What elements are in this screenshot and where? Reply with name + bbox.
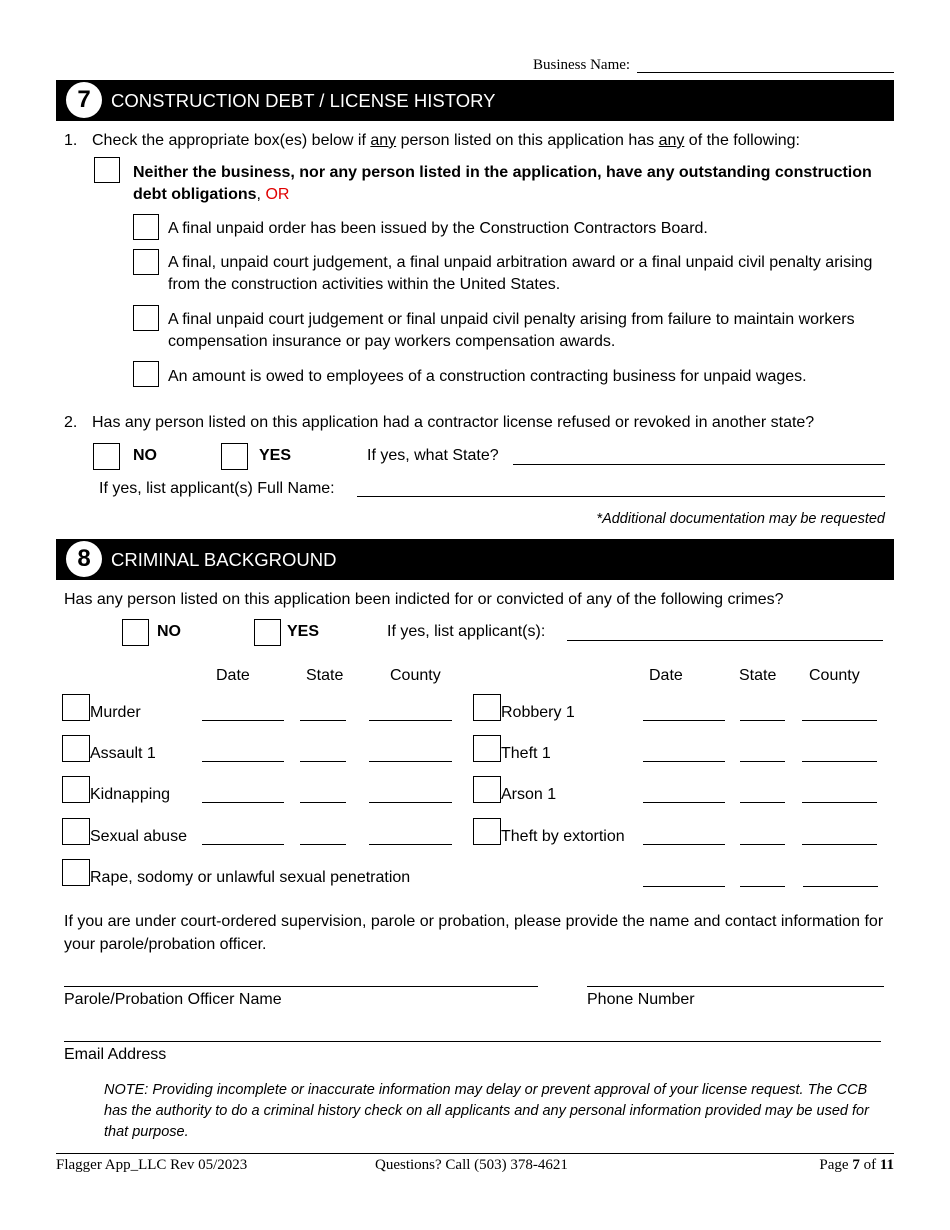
county-field[interactable] (802, 720, 877, 721)
footer-divider (56, 1153, 894, 1154)
crime-checkbox[interactable] (473, 694, 501, 721)
option-checkbox[interactable] (133, 361, 159, 387)
crime-label: Murder (90, 704, 141, 721)
footer-phone: Questions? Call (503) 378-4621 (375, 1157, 568, 1173)
section-7-header (56, 80, 894, 121)
state-field[interactable] (513, 464, 885, 465)
crime-label: Theft by extortion (501, 828, 625, 845)
question-number: 1. (64, 132, 78, 149)
criminal-question-text: Has any person listed on this application been indicted for or convicted of any of the following crimes? (64, 591, 784, 608)
neither-checkbox[interactable] (94, 157, 120, 183)
footer-form-id: Flagger App_LLC Rev 05/2023 (56, 1157, 248, 1173)
crime-label: Robbery 1 (501, 704, 575, 721)
date-field[interactable] (643, 720, 725, 721)
officer-name-field[interactable] (64, 986, 538, 987)
no-checkbox[interactable] (93, 443, 120, 470)
no-label: NO (133, 447, 157, 464)
neither-option-text: Neither the business, nor any person listed in the application, have any outstanding construction debt obligations, OR (133, 164, 872, 203)
county-field[interactable] (802, 761, 877, 762)
crime-label: Assault 1 (90, 745, 156, 762)
crime-checkbox[interactable] (62, 859, 90, 886)
county-field[interactable] (369, 802, 452, 803)
yes-label: YES (287, 623, 320, 640)
section-title: CONSTRUCTION DEBT / LICENSE HISTORY (111, 90, 496, 111)
date-field[interactable] (643, 802, 725, 803)
crime-checkbox[interactable] (62, 735, 90, 762)
state-field[interactable] (300, 802, 346, 803)
date-field[interactable] (202, 720, 284, 721)
section-title: CRIMINAL BACKGROUND (111, 549, 337, 570)
business-name-field[interactable] (637, 72, 894, 73)
crime-label: Arson 1 (501, 786, 557, 803)
option-checkbox[interactable] (133, 305, 159, 331)
question-number: 2. (64, 414, 78, 431)
full-name-field[interactable] (357, 496, 885, 497)
county-field[interactable] (802, 802, 877, 803)
parole-instructions: If you are under court-ordered supervision, parole or probation, please provide the name and contact information for your parole/probation officer. (64, 913, 884, 953)
yes-label: YES (259, 447, 292, 464)
state-field[interactable] (740, 720, 785, 721)
state-field[interactable] (740, 844, 785, 845)
phone-number-field[interactable] (587, 986, 884, 987)
yes-checkbox[interactable] (221, 443, 248, 470)
county-field[interactable] (369, 844, 452, 845)
state-field[interactable] (740, 886, 785, 887)
column-header-state: State (739, 667, 777, 684)
option-text: A final unpaid order has been issued by the Construction Contractors Board. (168, 220, 708, 237)
crime-checkbox[interactable] (62, 818, 90, 845)
no-label: NO (157, 623, 181, 640)
state-label: If yes, what State? (367, 447, 499, 464)
crime-checkbox[interactable] (473, 818, 501, 845)
email-address-field[interactable] (64, 1041, 881, 1042)
crime-label: Sexual abuse (90, 828, 187, 845)
business-name-label: Business Name: (533, 57, 631, 73)
crime-label: Rape, sodomy or unlawful sexual penetration (90, 869, 411, 886)
documentation-note: *Additional documentation may be requested (596, 511, 885, 527)
applicants-label: If yes, list applicant(s): (387, 623, 546, 640)
option-checkbox[interactable] (133, 214, 159, 240)
footer-page-number: Page 7 of 11 (819, 1157, 894, 1173)
state-field[interactable] (300, 844, 346, 845)
crime-checkbox[interactable] (62, 694, 90, 721)
crime-label: Theft 1 (501, 745, 551, 762)
date-field[interactable] (202, 844, 284, 845)
phone-number-label: Phone Number (587, 991, 695, 1008)
date-field[interactable] (643, 844, 725, 845)
option-text: A final, unpaid court judgement, a final unpaid arbitration award or a final unpaid civil penalty arising from the construction activities within the United States. (168, 254, 873, 293)
option-checkbox[interactable] (133, 249, 159, 275)
section-8-header (56, 539, 894, 580)
state-field[interactable] (300, 720, 346, 721)
applicants-field[interactable] (567, 640, 883, 641)
crime-label: Kidnapping (90, 786, 171, 803)
column-header-county: County (809, 667, 860, 684)
section-number-badge: 8 (66, 541, 102, 577)
column-header-state: State (306, 667, 344, 684)
county-field[interactable] (802, 844, 877, 845)
question-2-text: Has any person listed on this application had a contractor license refused or revoked in another state? (92, 414, 815, 431)
state-field[interactable] (300, 761, 346, 762)
county-field[interactable] (369, 720, 452, 721)
date-field[interactable] (202, 802, 284, 803)
date-field[interactable] (202, 761, 284, 762)
crime-checkbox[interactable] (62, 776, 90, 803)
county-field[interactable] (803, 886, 878, 887)
crime-checkbox[interactable] (473, 776, 501, 803)
officer-name-label: Parole/Probation Officer Name (64, 991, 282, 1008)
question-1-text: Check the appropriate box(es) below if any person listed on this application has any of the following: (92, 132, 800, 149)
column-header-county: County (390, 667, 441, 684)
privacy-note: NOTE: Providing incomplete or inaccurate information may delay or prevent approval of your license request. The CCB has the authority to do a criminal history check on all applicants and any personal information provided may be used for that purpose. (104, 1082, 869, 1140)
date-field[interactable] (643, 886, 725, 887)
column-header-date: Date (216, 667, 250, 684)
state-field[interactable] (740, 761, 785, 762)
option-text: A final unpaid court judgement or final unpaid civil penalty arising from failure to maintain workers compensation insurance or pay workers compensation awards. (168, 311, 855, 350)
option-text: An amount is owed to employees of a construction contracting business for unpaid wages. (168, 368, 807, 385)
no-checkbox[interactable] (122, 619, 149, 646)
column-header-date: Date (649, 667, 683, 684)
section-number-badge: 7 (66, 82, 102, 118)
state-field[interactable] (740, 802, 785, 803)
yes-checkbox[interactable] (254, 619, 281, 646)
date-field[interactable] (643, 761, 725, 762)
county-field[interactable] (369, 761, 452, 762)
email-address-label: Email Address (64, 1046, 167, 1063)
full-name-label: If yes, list applicant(s) Full Name: (99, 480, 335, 497)
crime-checkbox[interactable] (473, 735, 501, 762)
